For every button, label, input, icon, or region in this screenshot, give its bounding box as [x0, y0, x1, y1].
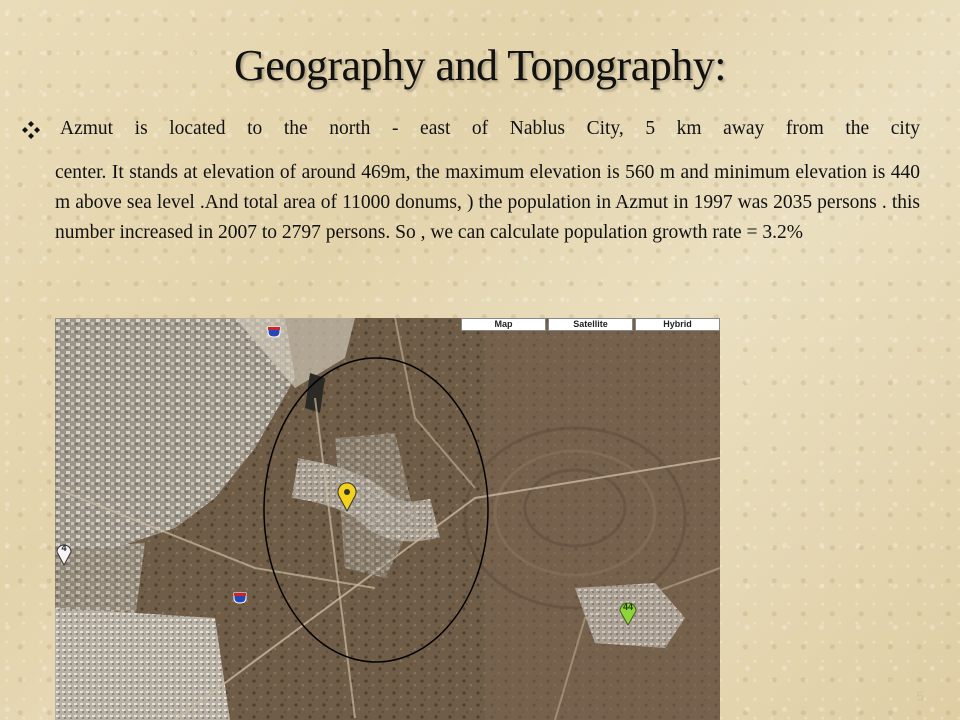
slide-title: Geography and Topography: — [234, 41, 726, 90]
yellow-pin-icon[interactable] — [336, 482, 358, 512]
green-marker-44[interactable] — [618, 598, 638, 626]
green-marker-label: 44 — [622, 602, 633, 612]
paragraph-body: center. It stands at elevation of around 469m, the maximum elevation is 560 m and minimum elevation is 440 m above sea level .And total area of 11000 donums, ) the population in Azmut in 1997 was 2035 persons . this number increased in 2007 to 2797 persons. So , we can calculate population growth rate = 3.2% — [55, 162, 920, 243]
highway-shield-icon — [233, 592, 247, 604]
paragraph-first-line: Azmut is located to the north - east of Nablus City, 5 km away from the city — [60, 118, 920, 139]
map-imagery — [55, 318, 720, 720]
diamond-bullet-icon — [21, 120, 41, 140]
map-type-toolbar — [461, 318, 720, 331]
page-number: 5 — [916, 688, 924, 704]
satellite-map[interactable] — [55, 318, 720, 720]
map-button[interactable]: Map — [461, 318, 546, 331]
satellite-button[interactable]: Satellite — [548, 318, 633, 331]
hybrid-button[interactable]: Hybrid — [635, 318, 720, 331]
white-marker-label: 4 — [61, 543, 67, 553]
highway-shield-icon — [267, 326, 281, 338]
white-marker-4[interactable] — [55, 540, 73, 566]
